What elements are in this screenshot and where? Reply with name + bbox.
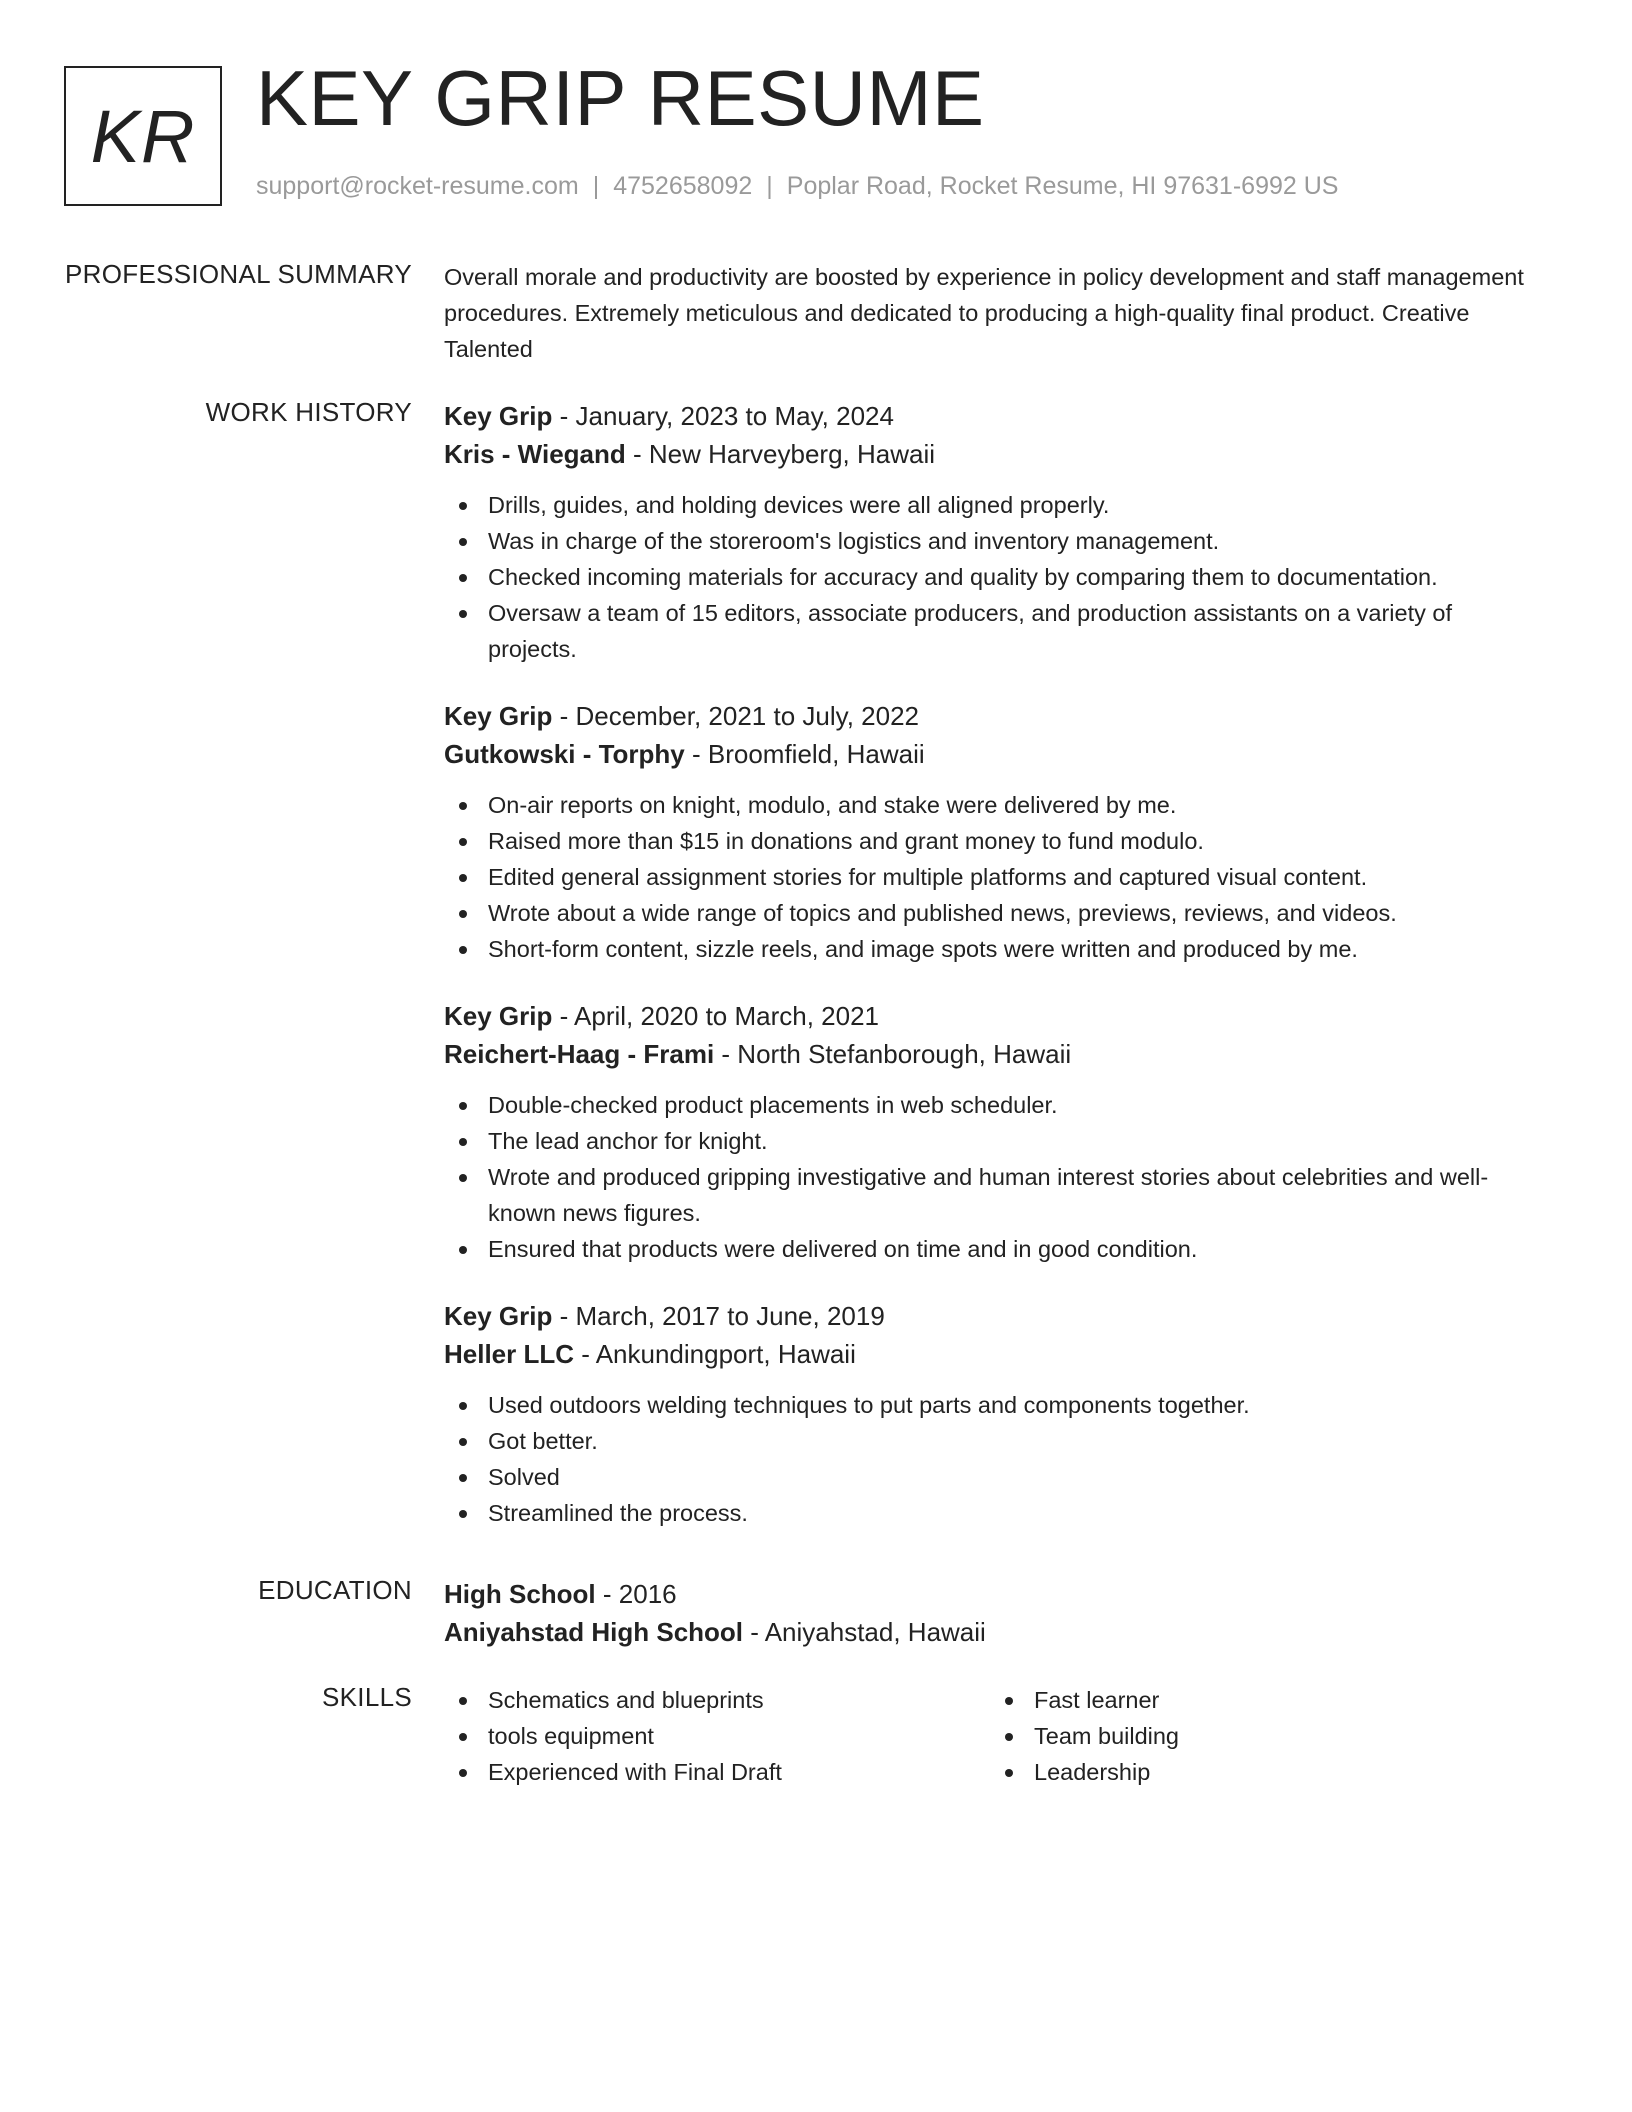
- contact-separator: |: [592, 172, 600, 200]
- job-entry: [444, 997, 1544, 1267]
- job-bullet: Wrote and produced gripping investigative and human interest stories about celebrities and well-known news figures.: [444, 1159, 1544, 1231]
- skills-columns: [444, 1682, 1544, 1790]
- contact-email: support@rocket-resume.com: [256, 172, 579, 200]
- job-bullet: Was in charge of the storeroom's logistics and inventory management.: [444, 523, 1544, 559]
- job-title-line: [444, 1297, 1544, 1335]
- job-title-line: [444, 697, 1544, 735]
- job-entry: [444, 1297, 1544, 1531]
- job-company-line: [444, 735, 1544, 773]
- job-bullet: Drills, guides, and holding devices were all aligned properly.: [444, 487, 1544, 523]
- job-bullet: Used outdoors welding techniques to put parts and components together.: [444, 1387, 1544, 1423]
- job-location: - North Stefanborough, Hawaii: [714, 1039, 1072, 1069]
- job-bullet: Oversaw a team of 15 editors, associate producers, and production assistants on a variety of projects.: [444, 595, 1544, 667]
- skills-body: [444, 1682, 1544, 1790]
- contact-address: Poplar Road, Rocket Resume, HI 97631-6992 US: [786, 172, 1339, 200]
- job-bullet: Short-form content, sizzle reels, and image spots were written and produced by me.: [444, 931, 1544, 967]
- job-entry: [444, 697, 1544, 967]
- job-bullet: The lead anchor for knight.: [444, 1123, 1544, 1159]
- summary-text: Overall morale and productivity are boosted by experience in policy development and staff management procedures. Extremely meticulous and dedicated to producing a high-quality final product. Creative Talented: [444, 264, 1524, 362]
- job-bullet: Edited general assignment stories for multiple platforms and captured visual content.: [444, 859, 1544, 895]
- resume-title: KEY GRIP RESUME: [256, 54, 985, 142]
- job-location: - New Harveyberg, Hawaii: [625, 439, 936, 469]
- job-bullet: Streamlined the process.: [444, 1495, 1544, 1531]
- skills-list-right: [990, 1682, 1536, 1790]
- job-company-line: [444, 1335, 1544, 1373]
- skill-item: Leadership: [990, 1754, 1536, 1790]
- job-company: Gutkowski - Torphy: [444, 739, 685, 769]
- job-title-line: [444, 997, 1544, 1035]
- job-bullets: [444, 487, 1544, 667]
- skill-item: Experienced with Final Draft: [444, 1754, 990, 1790]
- job-title: Key Grip: [444, 1301, 553, 1331]
- job-bullet: Solved: [444, 1459, 1544, 1495]
- job-dates: - January, 2023 to May, 2024: [552, 401, 894, 431]
- contact-phone: 4752658092: [613, 172, 753, 200]
- skills-column-left: [444, 1682, 990, 1790]
- education-year: - 2016: [595, 1579, 677, 1609]
- skill-item: Schematics and blueprints: [444, 1682, 990, 1718]
- job-company-line: [444, 435, 1544, 473]
- job-bullet: Checked incoming materials for accuracy and quality by comparing them to documentation.: [444, 559, 1544, 595]
- job-bullets: [444, 1087, 1544, 1267]
- job-title: Key Grip: [444, 401, 553, 431]
- skill-item: Fast learner: [990, 1682, 1536, 1718]
- monogram-box: KR: [64, 66, 222, 206]
- job-title: Key Grip: [444, 701, 553, 731]
- section-label-summary: PROFESSIONAL SUMMARY: [65, 259, 412, 289]
- job-bullet: Double-checked product placements in web scheduler.: [444, 1087, 1544, 1123]
- education-school-line: [444, 1613, 1544, 1651]
- job-dates: - December, 2021 to July, 2022: [552, 701, 919, 731]
- job-bullet: On-air reports on knight, modulo, and stake were delivered by me.: [444, 787, 1544, 823]
- job-location: - Broomfield, Hawaii: [684, 739, 925, 769]
- section-label-education: EDUCATION: [258, 1575, 412, 1605]
- job-bullet: Got better.: [444, 1423, 1544, 1459]
- job-dates: - April, 2020 to March, 2021: [552, 1001, 879, 1031]
- job-bullet: Ensured that products were delivered on time and in good condition.: [444, 1231, 1544, 1267]
- job-bullet: Raised more than $15 in donations and grant money to fund modulo.: [444, 823, 1544, 859]
- education-body: [444, 1575, 1544, 1651]
- skill-item: tools equipment: [444, 1718, 990, 1754]
- education-degree: High School: [444, 1579, 596, 1609]
- work-history-body: [444, 397, 1544, 1561]
- job-bullets: [444, 1387, 1544, 1531]
- job-title: Key Grip: [444, 1001, 553, 1031]
- section-label-skills: SKILLS: [322, 1682, 412, 1712]
- job-bullet: Wrote about a wide range of topics and published news, previews, reviews, and videos.: [444, 895, 1544, 931]
- job-title-line: [444, 397, 1544, 435]
- skills-list-left: [444, 1682, 990, 1790]
- job-company-line: [444, 1035, 1544, 1073]
- job-company: Kris - Wiegand: [444, 439, 626, 469]
- education-school: Aniyahstad High School: [444, 1617, 744, 1647]
- job-bullets: [444, 787, 1544, 967]
- education-degree-line: [444, 1575, 1544, 1613]
- section-label-work-history: WORK HISTORY: [205, 397, 412, 427]
- skill-item: Team building: [990, 1718, 1536, 1754]
- skills-column-right: [990, 1682, 1536, 1790]
- job-dates: - March, 2017 to June, 2019: [552, 1301, 885, 1331]
- contact-line: [256, 172, 1338, 201]
- job-location: - Ankundingport, Hawaii: [574, 1339, 856, 1369]
- summary-body: [444, 259, 1544, 367]
- job-entry: [444, 397, 1544, 667]
- contact-separator: |: [766, 172, 773, 200]
- education-location: - Aniyahstad, Hawaii: [743, 1617, 986, 1647]
- job-company: Reichert-Haag - Frami: [444, 1039, 715, 1069]
- job-company: Heller LLC: [444, 1339, 575, 1369]
